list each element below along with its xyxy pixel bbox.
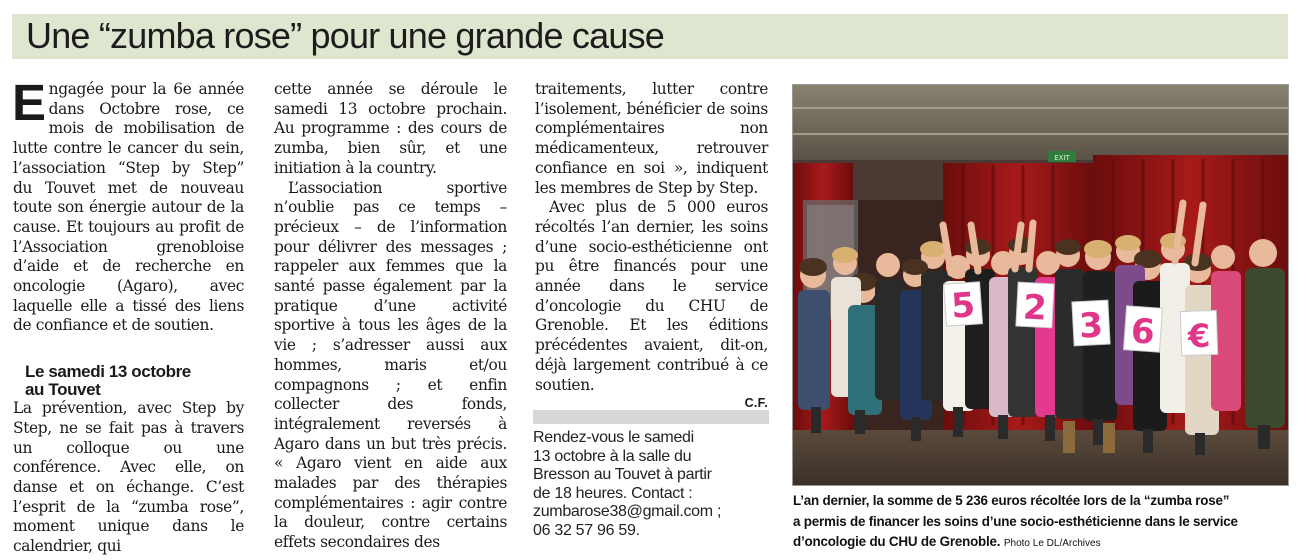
headline-bar [12,14,1288,59]
contact-phone: 06 32 57 96 59. [533,521,640,539]
sign-digit-5: 5 [950,285,977,327]
caption-line-1: L’an dernier, la somme de 5 236 euros récoltée lors de la “zumba rose” [793,493,1230,508]
caption-line-2: a permis de financer les soins d’une socio-esthéticienne dans le service [793,513,1238,529]
exit-sign-label: EXIT [1054,154,1070,162]
headline: Une “zumba rose” pour une grande cause [26,15,664,56]
subheading [25,363,244,399]
info-box [533,410,769,560]
article-column-3 [535,80,768,411]
author-signature: C.F. [744,396,768,411]
article-column-2 [274,80,507,553]
paragraph-funding: Avec plus de 5 000 euros récoltés l’an dernier, les soins d’une socio-esthéticienne ont pu être financés pour une année dans le service d’oncologie du CHU de Grenoble. Et les éditions précédentes avaient, dit-on, déjà largement contribué à ce soutien. [535,198,768,394]
intro-paragraph [12,74,244,336]
sign-digit-2: 2 [1021,287,1048,329]
paragraph-program: cette année se déroule le samedi 13 octobre prochain. Au programme : des cours de zumba, bien sûr, et une initiation à la country. [274,80,507,177]
article-column-1 [12,74,244,557]
sign-digit-6: 6 [1129,311,1156,353]
info-line-1: Rendez-vous le samedi [533,429,694,446]
ceiling [793,85,1289,160]
caption-line-3 [793,532,1293,555]
subheading-line-2: au Touvet [25,380,101,400]
paragraph-treatments: traitements, lutter contre l’isolement, bénéficier de soins complémentaires non médicamenteux, retrouver confiance en soi », indiquent les membres de Step by Step. [535,80,768,197]
drop-cap: E [12,74,46,131]
info-line-3: Bresson au Touvet à partir [533,466,712,484]
floor [793,430,1289,486]
sign-digit-3: 3 [1078,305,1105,347]
info-box-bar [533,410,769,424]
info-box-text [533,429,769,541]
sign-euro: € [1187,316,1211,356]
info-line-4: de 18 heures. Contact : [533,484,693,502]
contact-email[interactable]: zumbarose38@gmail.com ; [533,503,722,521]
group-photo [792,84,1289,486]
intro-text: ngagée pour la 6e année dans Octobre rose, ce mois de mobilisation de lutte contre le cancer du sein, l’association “Step by Step” du Touvet met de nouveau toute son énergie autour de la cause. Et toujours au profit de l’Association grenobloise d’aide et de recherche en oncologie (Agaro), avec laquelle elle a tissé des liens de confiance et de soutien. [13,80,244,335]
photo-credit: Photo Le DL/Archives [1003,538,1101,549]
subheading-line-1: Le samedi 13 octobre [25,362,191,382]
caption-line-3-text: d’oncologie du CHU de Grenoble. [793,534,1001,549]
info-line-2: 13 octobre à la salle du [533,447,692,465]
paragraph-association: L’association sportive n’oublie pas ce temps – précieux – de l’information pour délivrer des messages ; rappeler aux femmes que la santé passe également par la pratique d’une activité sportive à tous les âges de la vie ; s’adresser aussi aux hommes, maris et/ou compagnons ; et enfin collecter des fonds, intégralement reversés à Agaro dans un but très précis. « Agaro vient en aide aux malades par des thérapies complémentaires : agir contre la douleur, contre certains effets secondaires des [274,178,507,552]
photo-caption [793,491,1293,555]
paragraph-prevention: La prévention, avec Step by Step, ne se fait pas à travers un colloque ou une conférence. Avec elle, on danse et on échange. C’est l’esprit de la “zumba rose”, moment unique dans le calendrier, qui [13,399,244,556]
group-photo-illustration [793,85,1289,486]
